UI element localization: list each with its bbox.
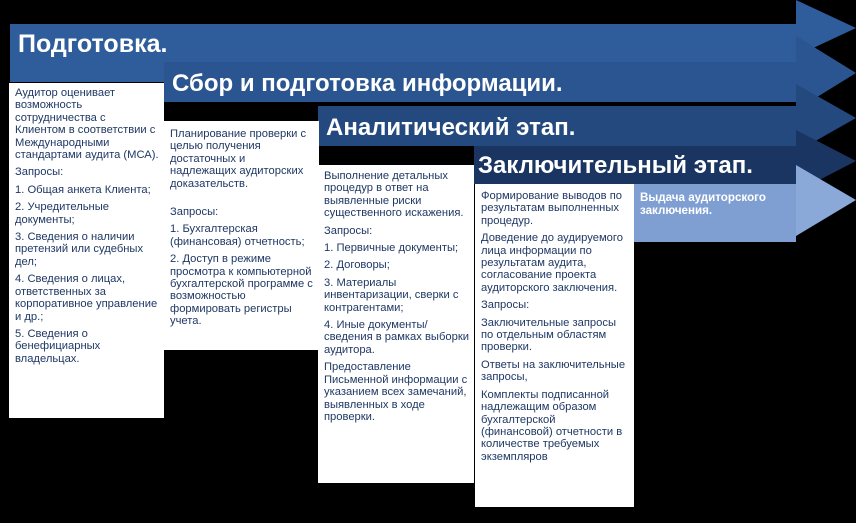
panel-text: Доведение до аудируемого лица информации по результатам аудита, согласование проекта аудиторского заключения. [481, 232, 623, 294]
panel-text: 2. Учредительные документы; [15, 201, 109, 226]
stage-title-info-collection: Сбор и подготовка информации. [172, 70, 563, 97]
panel-text: Запросы: [324, 224, 373, 237]
stage-panel-analytical [318, 165, 474, 483]
panel-text: Планирование проверки с целью получения достаточных и надлежащих аудиторских доказательств. [170, 128, 307, 190]
panel-text: 2. Договоры; [324, 259, 390, 272]
panel-text: 2. Доступ в режиме просмотра к компьютерной бухгалтерской программе с возможностью формировать регистры учета. [170, 253, 313, 328]
panel-text: 5. Сведения о бенефициарных владельцах. [15, 327, 101, 365]
panel-text: 4. Сведения о лицах, ответственных за корпоративное управление и др.; [15, 273, 158, 323]
panel-text: 1. Общая анкета Клиента; [15, 183, 151, 196]
stage-title-final: Заключительный этап. [478, 152, 753, 179]
stage-panel-info-collection [164, 121, 319, 350]
stage-panel-preparation [9, 83, 164, 418]
panel-text: Ответы на заключительные запросы, [481, 358, 626, 384]
final-step-label: Выдача аудиторского заключения. [640, 191, 766, 217]
panel-text: 3. Материалы инвентаризации, сверки с контрагентами; [324, 276, 459, 314]
panel-text: Запросы: [170, 206, 219, 219]
stage-title-analytical: Аналитический этап. [326, 114, 576, 141]
panel-text: Формирование выводов по результатам выполненных процедур. [481, 190, 622, 227]
stage-panel-final [475, 184, 634, 507]
panel-text: Заключительные запросы по отдельным областям проверки. [481, 316, 616, 354]
panel-text: 4. Иные документы/ сведения в рамках выборки аудитора. [324, 319, 469, 356]
panel-text: 1. Первичные документы; [324, 242, 459, 255]
panel-text: Запросы: [15, 166, 64, 179]
panel-text: Предоставление Письменной информации с указанием всех замечаний, выявленных в ходе проверки. [324, 361, 468, 423]
stage-title-preparation: Подготовка. [18, 30, 168, 58]
panel-text: 1. Бухгалтерская (финансовая) отчетность; [170, 223, 305, 248]
panel-text: Комплекты подписанной надлежащим образом бухгалтерской (финансовой) отчетности в количестве требуемых экземпляров [481, 388, 623, 463]
panel-text: 3. Сведения о наличии претензий или судебных дел; [15, 231, 144, 268]
panel-text: Выполнение детальных процедур в ответ на выявленные риски существенного искажения. [324, 170, 464, 220]
panel-text: Запросы: [481, 299, 530, 312]
panel-text: Аудитор оценивает возможность сотрудничества с Клиентом в соответствии с Международными стандартами аудита (МСА). [15, 87, 159, 162]
